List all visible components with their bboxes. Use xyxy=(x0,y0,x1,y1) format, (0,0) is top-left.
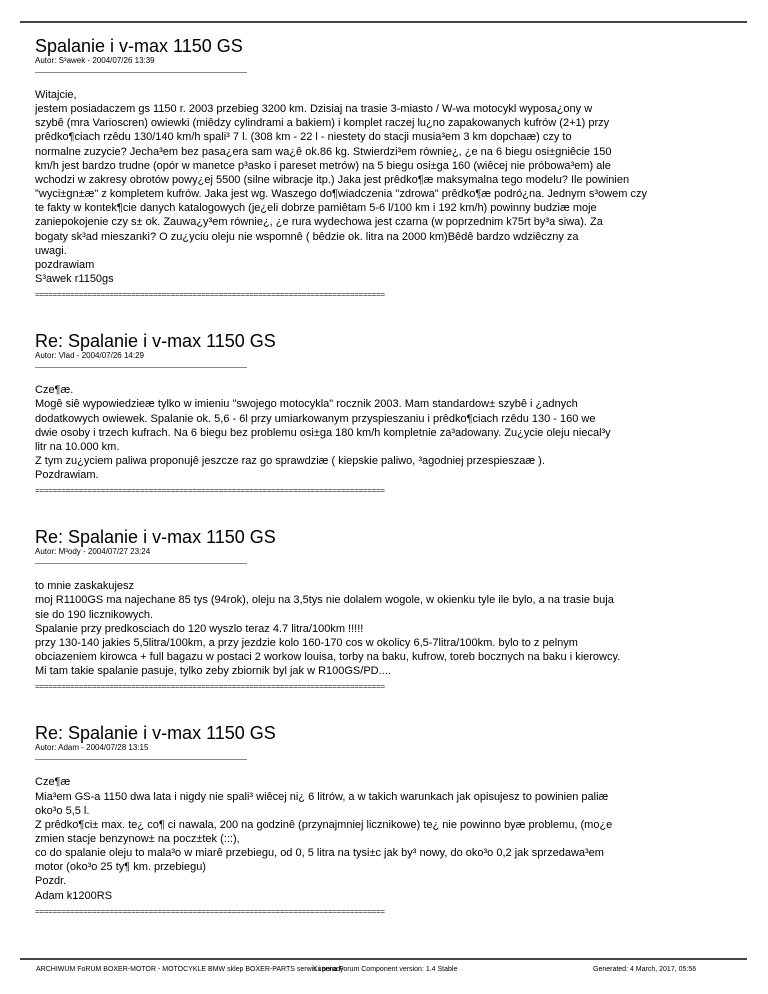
post-text-line: "wyci±gn±æ" z kompletem kufrów. Jaka jest wg. Waszego do¶wiadczenia "zdrowa" prêdko¶æ podró¿na. Jednym s³owem czy xyxy=(35,188,647,201)
footer-component-version: Kunena Forum Component version: 1.4 Stable xyxy=(313,966,458,973)
post-body xyxy=(35,775,735,902)
meta-divider xyxy=(35,759,247,760)
post-text-line: Z tym zu¿yciem paliwa proponujê jeszcze raz go sprawdziæ ( kiepskie paliwo, ³agodniej przespieszaæ ). xyxy=(35,454,545,467)
footer-site-name: ARCHIWUM FoRUM BOXER-MOTOR - MOTOCYKLE BMW sklep BOXER-PARTS serwis i porady xyxy=(36,966,344,973)
post-text-line: Spalanie przy predkosciach do 120 wyszlo teraz 4.7 litra/100km !!!!! xyxy=(35,622,364,635)
post-text-line: dwie osoby i trzech kufrach. Na 6 biegu bez problemu osi±ga 180 km/h kompletnie za³adowany. Zu¿ycie oleju niecal³y xyxy=(35,426,611,439)
post-text-line: moj R1100GS ma najechane 85 tys (94rok), oleju na 3,5tys nie dolalem wogole, w okienku tyle ile bylo, a na trasie buja xyxy=(35,594,614,607)
post-author-date: Autor: Vlad - 2004/07/26 14:29 xyxy=(35,351,144,361)
post-author-date: Autor: M³ody - 2004/07/27 23:24 xyxy=(35,547,151,557)
post-text-line: normalne zuzycie? Jecha³em bez pasa¿era sam wa¿ê ok.86 kg. Stwierdzi³em równie¿, ¿e na 6 biegu osi±gniêcie 150 xyxy=(35,145,612,158)
post-separator: ================================================================================ xyxy=(35,906,385,916)
footer-rule xyxy=(20,958,747,960)
post-text-line: zaniepokojenie czy s± ok. Zauwa¿y³em równie¿, ¿e rura wydechowa jest czarna (w poprzednim k75rt by³a siwa). Za xyxy=(35,216,603,229)
top-rule xyxy=(20,21,747,23)
post-text-line: Mogê siê wypowiedzieæ tylko w imieniu "swojego motocykla" rocznik 2003. Mam standardow± szybê i ¿adnych xyxy=(35,398,578,411)
post-text-line: Adam k1200RS xyxy=(35,889,113,902)
post-text-line: Witajcie, xyxy=(35,89,77,101)
post-text-line: motor (oko³o 25 ty¶ km. przebiegu) xyxy=(35,861,206,874)
post-text-line: uwagi. xyxy=(35,244,67,257)
post-text-line: sie do 190 licznikowych. xyxy=(35,608,154,621)
post-text-line: Cze¶æ. xyxy=(35,384,74,397)
meta-divider xyxy=(35,367,247,368)
post-separator: ================================================================================ xyxy=(35,290,385,300)
post-gap xyxy=(35,692,735,723)
post-text-line: S³awek r1150gs xyxy=(35,273,114,286)
forum-post xyxy=(35,527,735,692)
post-text-line: pozdrawiam xyxy=(35,258,95,271)
post-text-line: Z prêdko¶ci± max. te¿ co¶ ci nawala, 200 na godzinê (przynajmniej licznikowe) te¿ nie powinno byæ problemu, (mo¿e xyxy=(35,818,613,831)
post-text-line: przy 130-140 jakies 5,5litra/100km, a przy jezdzie kolo 160-170 cos w okolicy 6,5-7litra/100km. bylo to z pelnym xyxy=(35,636,578,649)
post-text-line: co do spalanie oleju to mala³o w miarê przebiegu, od 0, 5 litra na tysi±c jak by³ nowy, do oko³o 0,2 jak sprzedawa³em xyxy=(35,847,604,860)
post-separator: ================================================================================ xyxy=(35,682,385,692)
post-text-line: wchodzi w zakresy obrotów powy¿ej 5500 (silne wibracje itp.) Jaka jest prêdko¶æ maksymalna tego modelu? Ile powinien xyxy=(35,173,630,186)
post-gap xyxy=(35,300,735,331)
post-text-line: to mnie zaskakujesz xyxy=(35,580,135,593)
post-title: Re: Spalanie i v-max 1150 GS xyxy=(35,527,276,548)
post-text-line: dodatkowych owiewek. Spalanie ok. 5,6 - 6l przy umiarkowanym przyspieszaniu i prêdko¶ciach rzêdu 130 - 160 we xyxy=(35,412,596,425)
post-text-line: Cze¶æ xyxy=(35,776,71,789)
post-body xyxy=(35,579,735,678)
post-text-line: obciazeniem kirowca + full bagazu w postaci 2 workow louisa, torby na baku, kufrow, toreb bocznych na baku i kierowcy. xyxy=(35,651,621,664)
post-title: Spalanie i v-max 1150 GS xyxy=(35,36,243,56)
post-author-date: Autor: Adam - 2004/07/28 13:15 xyxy=(35,743,149,753)
post-text-line: bogaty sk³ad mieszanki? O zu¿yciu oleju nie wspomnê ( bêdzie ok. litra na 2000 km)Bêdê bardzo wdziêczny za xyxy=(35,230,579,243)
post-text-line: oko³o 5,5 l. xyxy=(35,804,90,817)
post-text-line: zmien stacje benzynow± na pocz±tek (:::), xyxy=(35,833,240,845)
post-text-line: jestem posiadaczem gs 1150 r. 2003 przebieg 3200 km. Dzisiaj na trasie 3-miasto / W-wa motocykl wyposa¿ony w xyxy=(35,103,593,116)
post-title: Re: Spalanie i v-max 1150 GS xyxy=(35,331,276,352)
post-text-line: szybê (mra Varioscren) owiewki (miêdzy cylindrami a bakiem) i komplet raczej lu¿no zapakowanych kufrów (2+1) przy xyxy=(35,117,610,130)
post-text-line: km/h jest bardzo trudne (opór w manetce p³asko i pareset metrów) na 5 biegu osi±ga 160 (wiêcej nie próbowa³em) ale xyxy=(35,159,611,172)
post-body xyxy=(35,383,735,482)
post-title: Re: Spalanie i v-max 1150 GS xyxy=(35,723,276,744)
forum-thread xyxy=(35,36,735,917)
post-text-line: prêdko¶ciach rzêdu 130/140 km/h spali³ 7 l. (308 km - 22 l - niestety do stacji musia³em 3 km dopchaæ) czy to xyxy=(35,131,572,144)
forum-post xyxy=(35,723,735,916)
post-text-line: Pozdr. xyxy=(35,875,67,888)
meta-divider xyxy=(35,563,247,564)
forum-post xyxy=(35,331,735,496)
post-gap xyxy=(35,496,735,527)
post-body xyxy=(35,88,735,286)
post-text-line: Mia³em GS-a 1150 dwa lata i nigdy nie spali³ wiêcej ni¿ 6 litrów, a w takich warunkach jak opisujesz to powinien paliæ xyxy=(35,790,609,803)
post-text-line: Mi tam takie spalanie pasuje, tylko zeby zbiornik byl jak w R100GS/PD.... xyxy=(35,665,391,678)
meta-divider xyxy=(35,72,247,73)
footer-generated-date: Generated: 4 March, 2017, 05:56 xyxy=(593,966,697,973)
post-text-line: litr na 10.000 km. xyxy=(35,440,120,453)
post-text-line: Pozdrawiam. xyxy=(35,469,99,482)
post-text-line: te fakty w kontek¶cie danych katalogowych (je¿eli dobrze pamiêtam 5-6 l/100 km i 192 km/h) powinny budziæ moje xyxy=(35,202,597,215)
post-author-date: Autor: S³awek - 2004/07/26 13:39 xyxy=(35,56,155,65)
forum-post xyxy=(35,36,735,300)
post-separator: ================================================================================ xyxy=(35,486,385,496)
